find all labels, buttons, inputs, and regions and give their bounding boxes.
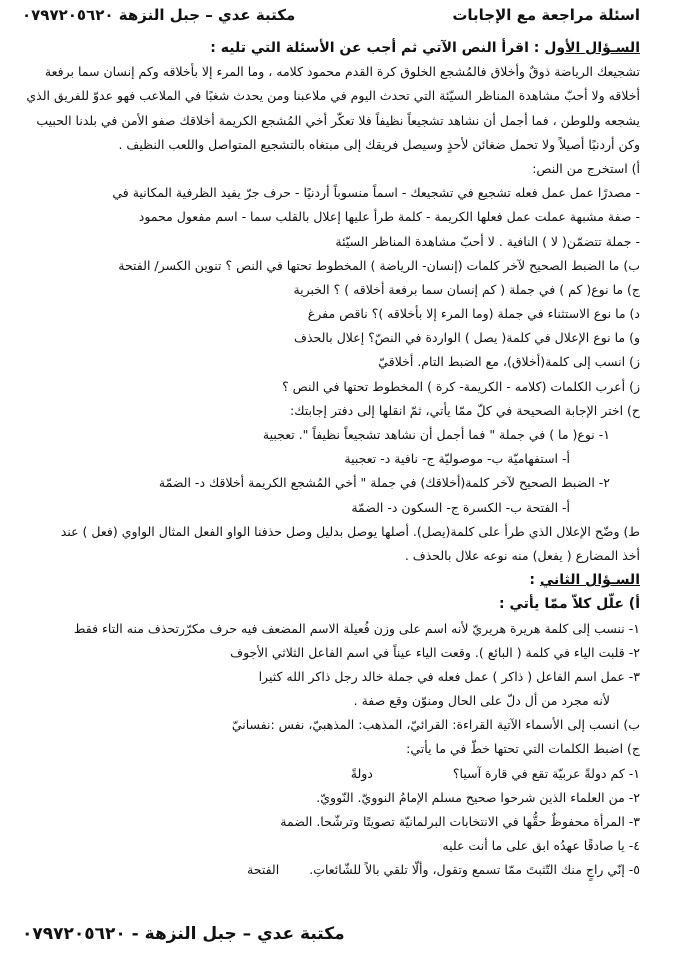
question-line: ٣- المرأة محفوظٌ حقُّها في الانتخابات البرلمانيّة تصويتًا وترشّحا. الضمة	[280, 814, 640, 829]
question-line: ٢- قلبت الياء في كلمة ( البائع ). وقعت الياء عيناً في اسم الفاعل الثلاثي الأجوف	[230, 644, 640, 660]
question-line: - مصدرًا عمل عمل فعله تشجيع في تشجيعك - اسماً منسوباً أردنيًا - حرف جرّ يفيد الظرفية المكانية في	[112, 185, 640, 201]
q1-instruction: : اقرأ النص الآتي ثم أجب عن الأسئلة التي تليه :	[210, 40, 540, 56]
library-header: مكتبة عدي – جبل النزهة ٠٧٩٧٢٠٥٦٢٠	[22, 6, 296, 24]
options-line: أ- الفتحة ب- الكسرة ج- السكون د- الضمّة	[351, 499, 570, 515]
question-line: - جملة تتضمّن( لا ) النافية . لا أحبّ مشاهدة المناظر السيّئة	[335, 233, 640, 249]
question-line: ج) اضبط الكلمات التي تحتها خطّ في ما يأتي:	[406, 741, 640, 757]
question-line: - صفة مشبهة عملت عمل فعلها الكريمة - كلمة طرأ عليها إعلال بالقلب سما - اسم مفعول محمود	[138, 209, 640, 225]
question-line: أ) استخرج من النص:	[532, 160, 640, 176]
question-line: ز) انسب إلى كلمة(أخلاق)، مع الضبط التام. أخلاقيّ	[378, 354, 640, 370]
question-line	[20, 762, 640, 786]
question-line: لأنه مجرد من أل دلّ على الحال ومنوّن وقع صفة .	[353, 693, 610, 709]
q2-sub-a: أ) علّل كلاّ ممّا يأتي :	[499, 596, 640, 613]
paragraph-line: تشجيعك الرياضة ذوقٌ وأخلاق فالمُشجع الخلوق كرة القدم محمود كلامه ، وما المرء إلا بأخلاقه وكم إنسان سما برفعة	[44, 64, 640, 80]
question-line: ٢- الضبط الصحيح لآخر كلمة(أخلاقك) في جملة " أخي المُشجع الكريمة أخلاقك د- الضمّة	[158, 475, 610, 491]
question-line: ١- نوع( ما ) في جملة " فما أجمل أن نشاهد تشجيعاً نظيفاً ". تعجبية	[262, 427, 610, 442]
paragraph-line: يشجعه وللوطن ، فما أجمل أن نشاهد تشجيعاً نظيفاً فلا تعكّر أخي المُشجع الكريمة أخلاقك صفو الأمن في بلدنا الحبيب	[36, 112, 640, 128]
question-line: ح) اختر الإجابة الصحيحة في كلّ ممّا يأتي، ثمّ انقلها إلى دفتر إجابتك:	[289, 402, 640, 418]
question-line: ٣- عمل اسم الفاعل ( ذاكر ) عمل فعله في جملة خالد رجل ذاكر الله كثيرا	[258, 668, 640, 684]
question-line: ١- ننسب إلى كلمة هريرة هريريّ لأنه اسم على وزن فُعيلة الاسم المضعف فيه حرف مكرّرتحذف منه التاء فقط	[73, 620, 640, 636]
document-body	[20, 36, 640, 883]
document-title: اسئلة مراجعة مع الإجابات	[452, 6, 640, 24]
q2-colon: :	[529, 572, 535, 589]
question-line: ٤- يا صادقًا عهدُه ابق على ما أنت عليه	[442, 838, 640, 854]
paragraph-line: أخلاقه ولا أحبّ مشاهدة المناظر السيّئة التي تحدث اليوم في ملاعبنا ومن يحدث شغبًا في الملاعب فهو عدوّ للفريق الذي	[26, 88, 640, 104]
question-line: ز) أعرب الكلمات (كلامه - الكريمة- كرة ) المخطوط تحتها في النص ؟	[282, 378, 640, 394]
question-line: ٢- من العلماء الذين شرحوا صحيح مسلم الإمامُ النوويّ. النّوويّ.	[316, 789, 640, 805]
item-text: ٥- إنّي راجٍ منك التّثبتَ ممّا تسمع وتقول، وألّا تلقي بالاً للشّائعاتِ.	[309, 862, 640, 878]
question-line: ب) ما الضبط الصحيح لآخر كلمات (إنسان- الرياضة ) المخطوط تحتها في النص ؟ تنوين الكسر/ الفتحة	[118, 257, 640, 273]
question-line: ج) ما نوع( كم ) في جملة ( كم إنسان سما برفعة أخلاقه ) ؟ الخبرية	[293, 281, 640, 297]
question-line: ب) انسب إلى الأسماء الآتية القراءة: القرائيّ، المذهب: المذهبيّ، نفس :نفسانيّ	[231, 717, 640, 733]
paragraph-line: وكن أردنيًا أصيلاً ولا تحمل ضغائن لأحدٍ وسيصل فريقك إلى مبتغاه بالتشجيع المتواصل واللعب النظيف .	[118, 136, 640, 152]
item-answer: دولةً	[350, 765, 373, 781]
item-text: ١- كم دولةً عربيّة تقع في قارة آسيا؟	[452, 765, 640, 781]
q1-heading: السـؤال الأول	[544, 40, 640, 56]
options-line: أ- استفهاميّة ب- موصوليّة ج- نافية د- تعجبية	[344, 451, 570, 467]
question-line: أخذ المضارع ( يفعل) منه نوعه علال بالحذف .	[404, 547, 640, 563]
q1-heading-line	[20, 36, 640, 60]
question-line: د) ما نوع الاستثناء في جملة (وما المرء إلا بأخلاقه )؟ ناقص مفرغ	[307, 306, 640, 322]
question-line: و) ما نوع الإعلال في كلمة( يصل ) الواردة في النصّ؟ إعلال بالحذف	[294, 330, 640, 346]
question-line: ط) وضّح الإعلال الذي طرأ على كلمة(يصل). أصلها يوصل بدليل وصل حذفنا الواو الفعل المثال الواوي (فعل ) عند	[60, 523, 640, 539]
q2-heading-line	[20, 568, 640, 592]
question-line	[20, 858, 640, 882]
item-answer: الفتحة	[247, 862, 280, 878]
q2-heading: السـؤال الثاني	[539, 572, 640, 589]
footer-library: مكتبة عدي – جبل النزهة - ٠٧٩٧٢٠٥٦٢٠	[22, 924, 345, 944]
